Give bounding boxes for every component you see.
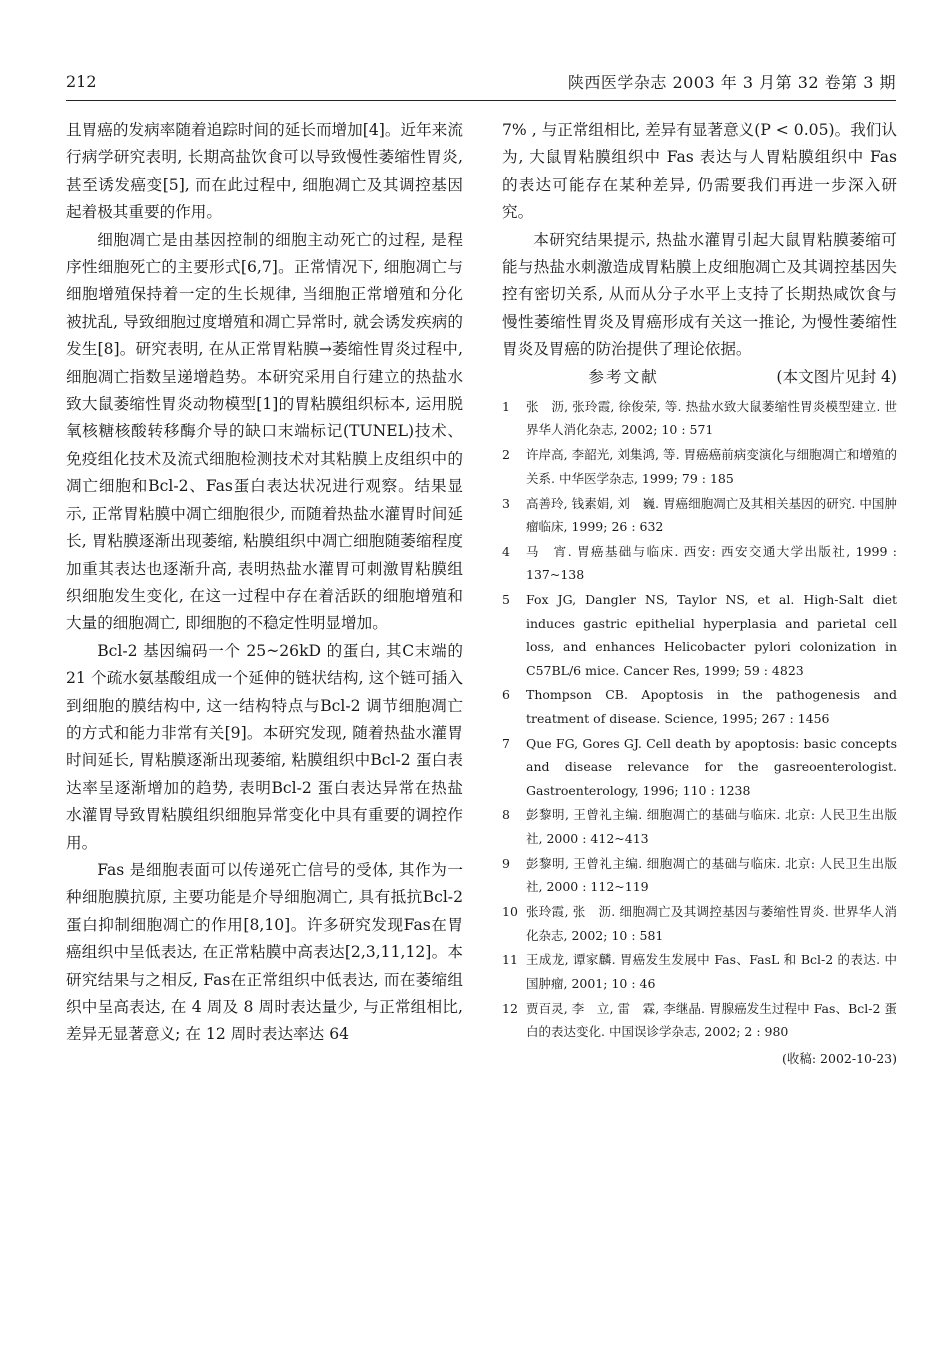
reference-number: 10 bbox=[502, 904, 518, 920]
paragraph: 且胃癌的发病率随着追踪时间的延长而增加[4]。近年来流行病学研究表明, 长期高盐饮食可以导致慢性萎缩性胃炎, 甚至诱发癌变[5], 而在此过程中, 细胞凋亡及其调控基因起着极其重要的作用。 bbox=[66, 121, 463, 222]
running-header bbox=[66, 70, 896, 96]
paragraph-text: 本研究结果提示, 热盐水灌胃引起大鼠胃粘膜萎缩可能与热盐水刺激造成胃粘膜上皮细胞凋亡及其调控基因失控有密切关系, 从而从分子水平上支持了长期热咸饮食与慢性萎缩性胃炎及胃癌形成有关这一推论, 为慢性萎缩性胃炎及胃癌的防治提供了理论依据。 bbox=[502, 230, 897, 359]
reference-text: 彭黎明, 王曾礼主编. 细胞凋亡的基础与临床. 北京: 人民卫生出版社, 2000 : 412~413 bbox=[526, 807, 897, 846]
reference-text: 张 沥, 张玲霞, 徐俊荣, 等. 热盐水致大鼠萎缩性胃炎模型建立. 世界华人消化杂志, 2002; 10 : 571 bbox=[526, 399, 897, 438]
reference-number: 8 bbox=[502, 807, 510, 823]
reference-number: 3 bbox=[502, 495, 510, 511]
page-number: 212 bbox=[66, 72, 97, 91]
reference-text: Fox JG, Dangler NS, Taylor NS, et al. High-Salt diet induces gastric epithelial hyperplasia and parietal cell loss, and enhances Helicobacter pylori colonization in C57BL/6 mice. Cancer Res, 1999; 59 : 4823 bbox=[526, 592, 897, 678]
reference-text: 高善玲, 钱素娟, 刘 巍. 胃癌细胞凋亡及其相关基因的研究. 中国肿瘤临床, 1999; 26 : 632 bbox=[526, 495, 897, 535]
header-rule bbox=[66, 100, 896, 101]
reference-item bbox=[502, 997, 897, 1044]
right-column bbox=[502, 117, 897, 1070]
references-heading: 参考文献 bbox=[588, 367, 659, 386]
reference-item bbox=[502, 683, 897, 730]
reference-number: 5 bbox=[502, 592, 510, 608]
reference-item bbox=[502, 443, 897, 490]
left-column bbox=[66, 117, 463, 1049]
reference-number: 12 bbox=[502, 1000, 518, 1016]
paragraph: 7% , 与正常组相比, 差异有显著意义(P < 0.05)。我们认为, 大鼠胃粘膜组织中 Fas 表达与人胃粘膜组织中 Fas 的表达可能存在某种差异, 仍需要我们再进一步深入研究。 bbox=[502, 121, 897, 222]
reference-item bbox=[502, 948, 897, 995]
reference-item bbox=[502, 900, 897, 947]
reference-list bbox=[502, 395, 897, 1043]
reference-text: 许岸高, 李韶光, 刘集鸿, 等. 胃癌癌前病变演化与细胞凋亡和增殖的关系. 中华医学杂志, 1999; 79 : 185 bbox=[526, 447, 897, 486]
paragraph: 细胞凋亡是由基因控制的细胞主动死亡的过程, 是程序性细胞死亡的主要形式[6,7]。正常情况下, 细胞凋亡与细胞增殖保持着一定的生长规律, 当细胞正常增殖和分化被扰乱, 导致细胞过度增殖和凋亡异常时, 就会诱发疾病的发生[8]。研究表明, 在从正常胃粘膜→萎缩性胃炎过程中, 细胞凋亡指数呈递增趋势。本研究采用自行建立的热盐水致大鼠萎缩性胃炎动物模型[1]的胃粘膜组织标本, 运用脱氧核糖核酸转移酶介导的缺口末端标记(TUNEL)技术、免疫组化技术及流式细胞检测技术对其粘膜上皮组织中的凋亡细胞和Bcl-2、Fas蛋白表达状况进行观察。结果显示, 正常胃粘膜中凋亡细胞很少, 而随着热盐水灌胃时间延长, 胃粘膜逐渐出现萎缩, 粘膜组织中凋亡细胞随萎缩程度加重其表达也逐渐升高, 表明热盐水灌胃可刺激胃粘膜组织细胞发生变化, 在这一过程中存在着活跃的细胞增殖和大量的细胞凋亡, 即细胞的不稳定性明显增加。 bbox=[66, 230, 463, 633]
paragraph: Fas 是细胞表面可以传递死亡信号的受体, 其作为一种细胞膜抗原, 主要功能是介导细胞凋亡, 具有抵抗Bcl-2 蛋白抑制细胞凋亡的作用[8,10]。许多研究发现Fas在胃癌组织中呈低表达, 在正常粘膜中高表达[2,3,11,12]。本研究结果与之相反, Fas在正常组织中低表达, 而在萎缩组织中呈高表达, 在 4 周及 8 周时表达量少, 与正常组相比, 差异无显著意义; 在 12 周时表达率达 64 bbox=[66, 860, 463, 1044]
reference-number: 11 bbox=[502, 952, 518, 968]
paragraph: Bcl-2 基因编码一个 25~26kD 的蛋白, 其C末端的 21 个疏水氨基酸组成一个延伸的链状结构, 这个链可插入到细胞的膜结构中, 这一结构特点与Bcl-2 调节细胞凋亡的方式和能力非常有关[9]。本研究发现, 随着热盐水灌胃时间延长, 胃粘膜逐渐出现萎缩, 粘膜组织中Bcl-2 蛋白表达率呈逐渐增加的趋势, 表明Bcl-2 蛋白表达异常在热盐水灌胃导致胃粘膜组织细胞异常变化中具有重要的调控作用。 bbox=[66, 641, 463, 852]
reference-number: 4 bbox=[502, 544, 510, 559]
received-date: (收稿: 2002-10-23) bbox=[781, 1050, 897, 1066]
reference-item bbox=[502, 852, 897, 899]
reference-item bbox=[502, 395, 897, 442]
reference-number: 7 bbox=[502, 735, 510, 751]
reference-text: Thompson CB. Apoptosis in the pathogenesis and treatment of disease. Science, 1995; 267 : 1456 bbox=[526, 687, 897, 726]
reference-item bbox=[502, 540, 897, 587]
reference-item bbox=[502, 492, 897, 539]
reference-text: 马 宵. 胃癌基础与临床. 西安: 西安交通大学出版社, 1999 : 137~138 bbox=[526, 544, 897, 583]
reference-text: 贾百灵, 李 立, 雷 霖, 李继晶. 胃腺癌发生过程中 Fas、Bcl-2 蛋白的表达变化. 中国误诊学杂志, 2002; 2 : 980 bbox=[526, 1000, 897, 1040]
journal-citation: 陕西医学杂志 2003 年 3 月第 32 卷第 3 期 bbox=[567, 73, 896, 92]
reference-item bbox=[502, 803, 897, 850]
figure-note: (本文图片见封 4) bbox=[776, 367, 897, 386]
reference-number: 6 bbox=[502, 687, 510, 703]
reference-text: 王成龙, 谭家麟. 胃癌发生发展中 Fas、FasL 和 Bcl-2 的表达. 中国肿瘤, 2001; 10 : 46 bbox=[526, 952, 897, 991]
reference-item bbox=[502, 588, 897, 682]
reference-text: 张玲霞, 张 沥. 细胞凋亡及其调控基因与萎缩性胃炎. 世界华人消化杂志, 2002; 10 : 581 bbox=[526, 904, 897, 943]
reference-number: 2 bbox=[502, 447, 510, 463]
reference-item bbox=[502, 732, 897, 802]
reference-text: 彭黎明, 王曾礼主编. 细胞凋亡的基础与临床. 北京: 人民卫生出版社, 2000 : 112~119 bbox=[526, 855, 897, 895]
reference-text: Que FG, Gores GJ. Cell death by apoptosis: basic concepts and disease relevance for the gasreoenterologist. Gastroenterology, 1996; 110 : 1238 bbox=[526, 735, 897, 798]
reference-number: 1 bbox=[502, 399, 510, 415]
reference-number: 9 bbox=[502, 855, 510, 871]
